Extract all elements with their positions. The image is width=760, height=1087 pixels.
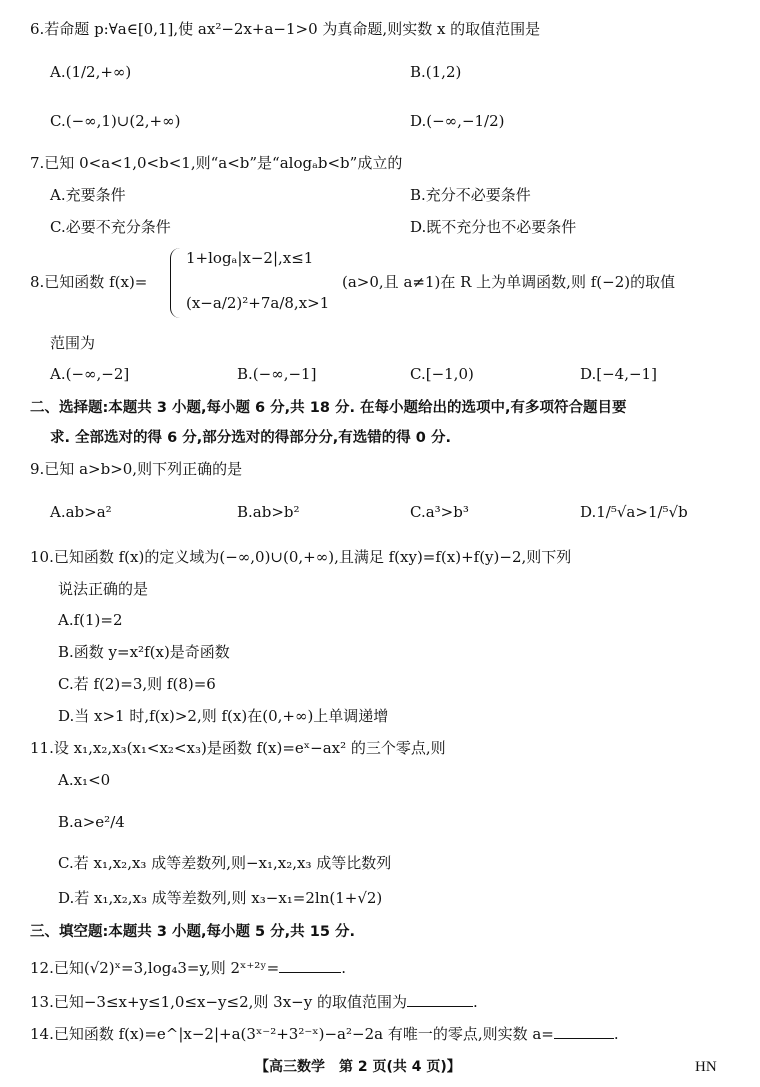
q14-end: .	[613, 1025, 619, 1043]
q9-option-c: C.a³>b³	[410, 503, 469, 521]
q14-line	[30, 1024, 619, 1044]
q11-option-a: A.x₁<0	[58, 771, 111, 789]
q6-option-a: A.(1/2,+∞)	[50, 63, 132, 81]
q8-stem2: 范围为	[50, 334, 96, 352]
section2-line2: 求. 全部选对的得 6 分,部分选对的得部分分,有选错的得 0 分.	[50, 430, 451, 446]
q8-lead: 8.已知函数 f(x)=	[30, 273, 148, 291]
q12-answer-blank[interactable]	[279, 958, 341, 973]
footer-page-info: 【高三数学 第 2 页(共 4 页)】	[255, 1059, 461, 1075]
q14-answer-blank[interactable]	[554, 1024, 614, 1039]
q8-tail: (a>0,且 a≠1)在 R 上为单调函数,则 f(−2)的取值	[342, 273, 676, 291]
q8-option-b: B.(−∞,−1]	[237, 365, 317, 383]
q11-option-b: B.a>e²/4	[58, 813, 125, 831]
q12-stem: 12.已知(√2)ˣ=3,log₄3=y,则 2ˣ⁺²ʸ=	[30, 959, 280, 977]
q12-line	[30, 958, 346, 978]
q10-option-c: C.若 f(2)=3,则 f(8)=6	[58, 675, 216, 693]
q8-option-a: A.(−∞,−2]	[50, 365, 130, 383]
q9-stem: 9.已知 a>b>0,则下列正确的是	[30, 460, 243, 478]
q11-option-c: C.若 x₁,x₂,x₃ 成等差数列,则−x₁,x₂,x₃ 成等比数列	[58, 854, 392, 872]
q9-option-d: D.1/⁵√a>1/⁵√b	[580, 503, 688, 521]
q7-option-b: B.充分不必要条件	[410, 186, 531, 204]
q10-stem1: 10.已知函数 f(x)的定义域为(−∞,0)∪(0,+∞),且满足 f(xy)=f(x)+f(y)−2,则下列	[30, 548, 572, 566]
q10-option-b: B.函数 y=x²f(x)是奇函数	[58, 643, 230, 661]
q11-option-d: D.若 x₁,x₂,x₃ 成等差数列,则 x₃−x₁=2ln(1+√2)	[58, 889, 383, 907]
q8-case1: 1+logₐ|x−2|,x≤1	[186, 249, 314, 267]
q14-stem: 14.已知函数 f(x)=e^|x−2|+a(3ˣ⁻²+3²⁻ˣ)−a²−2a 有唯一的零点,则实数 a=	[30, 1025, 554, 1043]
q6-option-b: B.(1,2)	[410, 63, 462, 81]
q13-answer-blank[interactable]	[407, 992, 473, 1007]
q13-stem: 13.已知−3≤x+y≤1,0≤x−y≤2,则 3x−y 的取值范围为	[30, 993, 407, 1011]
q11-stem: 11.设 x₁,x₂,x₃(x₁<x₂<x₃)是函数 f(x)=eˣ−ax² 的三个零点,则	[30, 739, 446, 757]
q10-stem2: 说法正确的是	[58, 580, 149, 598]
q13-end: .	[473, 993, 478, 1011]
q8-option-d: D.[−4,−1]	[580, 365, 657, 383]
footer-code: HN	[695, 1059, 717, 1075]
section3-heading: 三、填空题:本题共 3 小题,每小题 5 分,共 15 分.	[30, 924, 355, 940]
q10-option-a: A.f(1)=2	[58, 611, 123, 629]
q9-option-b: B.ab>b²	[237, 503, 300, 521]
q6-option-d: D.(−∞,−1/2)	[410, 112, 505, 130]
q7-option-c: C.必要不充分条件	[50, 218, 171, 236]
section2-line1: 二、选择题:本题共 3 小题,每小题 6 分,共 18 分. 在每小题给出的选项中,有多项符合题目要	[30, 400, 627, 416]
q8-option-c: C.[−1,0)	[410, 365, 474, 383]
q13-line	[30, 992, 478, 1012]
q7-option-d: D.既不充分也不必要条件	[410, 218, 577, 236]
q6-stem: 6.若命题 p:∀a∈[0,1],使 ax²−2x+a−1>0 为真命题,则实数 x 的取值范围是	[30, 20, 541, 38]
q7-option-a: A.充要条件	[50, 186, 126, 204]
q8-case2: (x−a/2)²+7a/8,x>1	[186, 294, 330, 312]
q10-option-d: D.当 x>1 时,f(x)>2,则 f(x)在(0,+∞)上单调递增	[58, 707, 389, 725]
q12-end: .	[341, 959, 347, 977]
q7-stem: 7.已知 0<a<1,0<b<1,则“a<b”是“alogₐb<b”成立的	[30, 154, 403, 172]
q9-option-a: A.ab>a²	[50, 503, 112, 521]
q6-option-c: C.(−∞,1)∪(2,+∞)	[50, 112, 181, 130]
